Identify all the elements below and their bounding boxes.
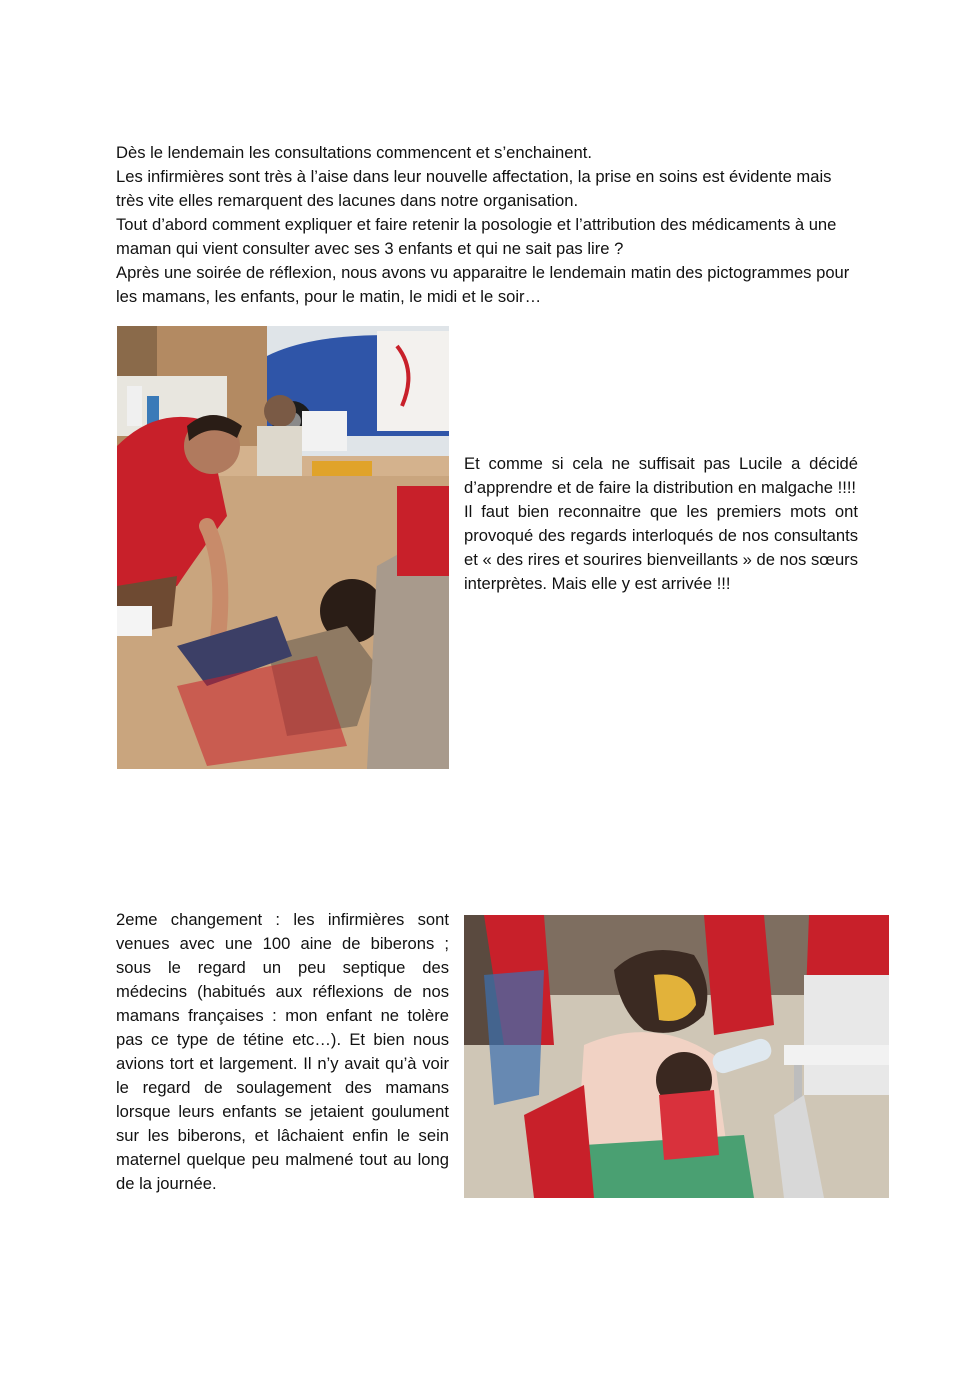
intro-line-2: Les infirmières sont très à l’aise dans leur nouvelle affectation, la prise en soins est évidente mais très vite elles remarquent des lacunes dans notre organisation. bbox=[116, 167, 832, 210]
section1-paragraph-1: Et comme si cela ne suffisait pas Lucile a décidé d’apprendre et de faire la distribution en malgache !!!! bbox=[464, 454, 858, 497]
photo-mother-feeding-child bbox=[464, 915, 889, 1198]
intro-line-1: Dès le lendemain les consultations commencent et s’enchainent. bbox=[116, 143, 592, 162]
section2-text: 2eme changement : les infirmières sont venues avec une 100 aine de biberons ; sous le regard un peu septique des médecins (habitués aux réflexions de nos mamans françaises : mon enfant ne tolère pas ce type de tétine etc…). Et bien nous avions tort et largement. Il n’y avait qu’à voir le regard de soulagement des mamans lorsque leurs enfants se jetaient goulument sur les biberons, et lâchaient enfin le sein maternel quelque peu malmené tout au long de la journée. bbox=[116, 910, 449, 1193]
photo-mother-feeding-child-image bbox=[464, 915, 889, 1198]
photo-nurse-with-child bbox=[117, 326, 449, 769]
intro-line-3: Tout d’abord comment expliquer et faire retenir la posologie et l’attribution des médicaments à une maman qui vient consulter avec ses 3 enfants et qui ne sait pas lire ? bbox=[116, 215, 837, 258]
photo-nurse-with-child-image bbox=[117, 326, 449, 769]
section1-text bbox=[464, 452, 858, 596]
intro-text bbox=[116, 141, 861, 309]
intro-line-4: Après une soirée de réflexion, nous avons vu apparaitre le lendemain matin des pictogrammes pour les mamans, les enfants, pour le matin, le midi et le soir… bbox=[116, 263, 850, 306]
section1-paragraph-2: Il faut bien reconnaitre que les premiers mots ont provoqué des regards interloqués de nos consultants et « des rires et sourires bienveillants » de nos sœurs interprètes. Mais elle y est arrivée !!! bbox=[464, 502, 858, 593]
